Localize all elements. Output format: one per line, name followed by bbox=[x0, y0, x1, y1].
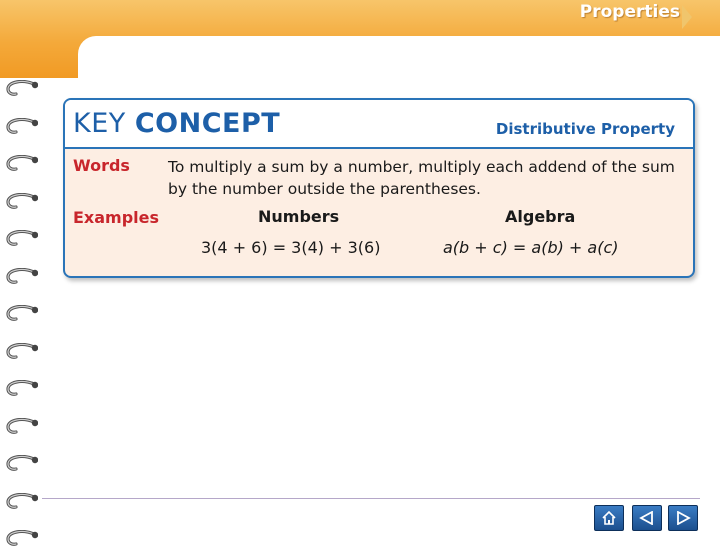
notebook-ring bbox=[4, 268, 38, 284]
algebra-example bbox=[443, 238, 619, 257]
notebook-ring bbox=[4, 343, 38, 359]
home-button[interactable] bbox=[594, 505, 624, 531]
numbers-heading: Numbers bbox=[258, 207, 340, 226]
examples-label: Examples bbox=[73, 208, 160, 227]
notebook-ring bbox=[4, 193, 38, 209]
words-text: To multiply a sum by a number, multiply each addend of the sum by the number outside the parentheses. bbox=[168, 158, 675, 198]
notebook-ring bbox=[4, 455, 38, 471]
triangle-right-icon bbox=[675, 511, 691, 525]
key-concept-card bbox=[63, 98, 695, 278]
previous-button[interactable] bbox=[632, 505, 662, 531]
page-tab-title: Properties bbox=[579, 2, 680, 22]
home-icon bbox=[601, 510, 617, 526]
notebook-ring bbox=[4, 530, 38, 546]
algebra-heading: Algebra bbox=[505, 207, 576, 226]
next-button[interactable] bbox=[668, 505, 698, 531]
card-subtitle: Distributive Property bbox=[495, 120, 675, 138]
card-title-light: KEY bbox=[73, 108, 126, 139]
card-title-bold: CONCEPT bbox=[134, 108, 281, 139]
notebook-rings bbox=[0, 80, 44, 520]
notebook-ring bbox=[4, 493, 38, 509]
card-title bbox=[73, 108, 280, 139]
algebra-example-text: a(b + c) = a(b) + a(c) bbox=[443, 238, 619, 257]
notebook-ring bbox=[4, 418, 38, 434]
notebook-ring bbox=[4, 305, 38, 321]
bottom-rule bbox=[42, 498, 700, 499]
words-label: Words bbox=[73, 156, 130, 175]
triangle-left-icon bbox=[639, 511, 655, 525]
numbers-example: 3(4 + 6) = 3(4) + 3(6) bbox=[201, 238, 381, 257]
notebook-ring bbox=[4, 230, 38, 246]
notebook-ring bbox=[4, 155, 38, 171]
tab-arrow-icon bbox=[682, 5, 692, 29]
notebook-ring bbox=[4, 80, 38, 96]
card-header bbox=[65, 100, 693, 149]
notebook-ring bbox=[4, 380, 38, 396]
notebook-ring bbox=[4, 118, 38, 134]
